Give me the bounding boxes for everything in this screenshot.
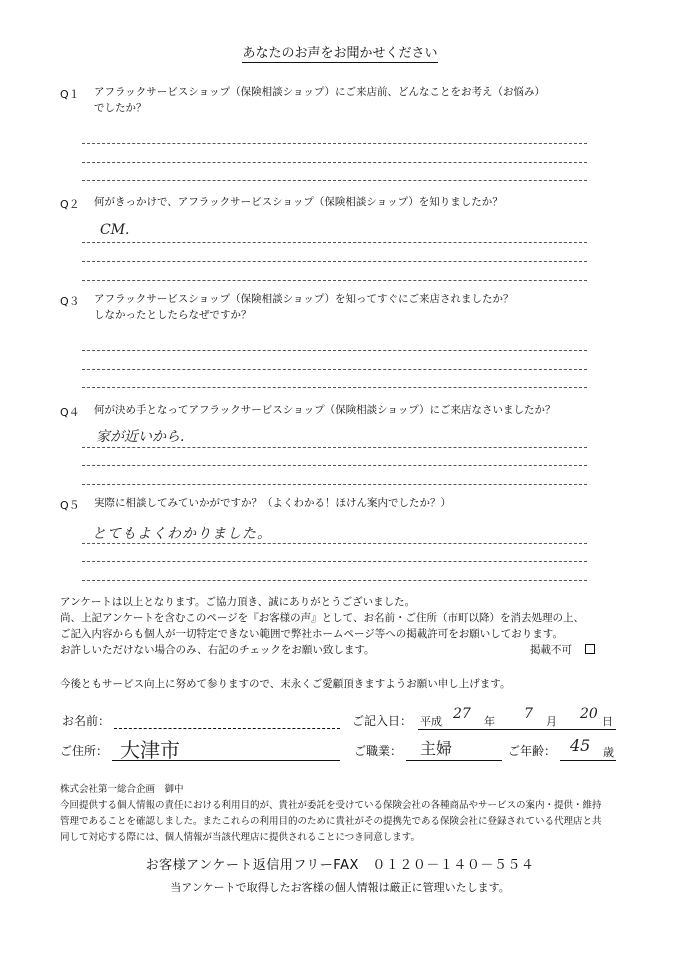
q5-answer-line-1[interactable] — [82, 543, 587, 544]
q4-text: 何が決め手となってアフラックサービスショップ（保険相談ショップ）にご来店なさいましたか？ — [94, 404, 556, 416]
name-field[interactable] — [114, 728, 340, 729]
consent-line-2: 管理であることを確認しました。またこれらの利用目的のために貴社がその提携先である保険会社に登録されている代理店と共 — [60, 816, 602, 827]
q3-line2: しなかったとしたらなぜですか？ — [94, 309, 252, 321]
address-label: ご住所： — [60, 744, 109, 758]
q3-answer-line-3[interactable] — [82, 387, 587, 388]
job-label: ご職業： — [354, 744, 403, 758]
q1-answer-line-2[interactable] — [82, 162, 587, 163]
consent-addressee: 株式会社第一総合企画 御中 — [60, 784, 184, 795]
q2-answer-line-3[interactable] — [82, 280, 587, 281]
date-day[interactable]: 20 — [580, 706, 598, 722]
q1-text — [94, 84, 634, 116]
q4-answer-line-3[interactable] — [82, 484, 587, 485]
date-underline — [418, 729, 616, 730]
q1-line1: アフラックサービスショップ（保険相談ショップ）にご来店前、どんなことをお考え（お悩み） — [94, 86, 545, 98]
q3-line1: アフラックサービスショップ（保険相談ショップ）を知ってすぐにご来店されましたか？ — [94, 293, 514, 305]
q5-text: 実際に相談してみていかがですか？（よくわかる！ほけん案内でしたか？） — [94, 497, 451, 509]
q1-answer-line-1[interactable] — [82, 143, 587, 144]
q3-label: Q３ — [60, 295, 80, 308]
q5-answer-line-2[interactable] — [82, 561, 587, 562]
q2-answer[interactable]: CM. — [100, 222, 130, 238]
notice-line-1: アンケートは以上となります。ご協力頂き、誠にありがとうございました。 — [60, 596, 416, 608]
day-label: 日 — [602, 715, 613, 728]
notice-line-2: 尚、上記アンケートを含むこのページを『お客様の声』として、お名前・ご住所（市町以降）を消去処理の上、 — [60, 612, 584, 624]
job-field[interactable] — [406, 760, 502, 761]
date-era: 平成 — [420, 715, 442, 728]
year-label: 年 — [484, 715, 495, 728]
q2-answer-line-1[interactable] — [82, 242, 587, 243]
q4-answer-line-2[interactable] — [82, 465, 587, 466]
q2-label: Q２ — [60, 198, 80, 211]
month-label: 月 — [546, 715, 557, 728]
q1-label: Q１ — [60, 88, 80, 101]
name-label: お名前： — [62, 714, 111, 728]
q2-answer-line-2[interactable] — [82, 261, 587, 262]
q5-label: Q５ — [60, 499, 80, 512]
date-label: ご記入日： — [352, 714, 413, 728]
q3-answer-line-1[interactable] — [82, 350, 587, 351]
consent-line-3: 同して対応する際には、個人情報が当該代理店に提供されることにつき同意します。 — [60, 832, 421, 843]
publish-refusal-option[interactable] — [530, 642, 595, 657]
address-field[interactable] — [112, 760, 340, 761]
age-value[interactable]: 45 — [570, 736, 591, 755]
q2-text: 何がきっかけで、アフラックサービスショップ（保険相談ショップ）を知りましたか？ — [94, 196, 503, 208]
fax-number: お客様アンケート返信用フリーFAX ０１２０－１４０－５５４ — [145, 858, 535, 873]
q1-line2: でしたか？ — [94, 102, 147, 114]
page-title: あなたのお声をお聞かせください — [242, 46, 438, 61]
publish-refusal-label: 掲載不可 — [530, 644, 572, 656]
date-month[interactable]: 7 — [524, 706, 533, 722]
privacy-statement: 当アンケートで取得したお客様の個人情報は厳正に管理いたします。 — [170, 881, 510, 894]
q5-answer[interactable]: とてもよくわかりました。 — [92, 526, 272, 542]
closing-message: 今後ともサービス向上に努めて参りますので、末永くご愛顧頂きますようお願い申し上げます。 — [60, 678, 511, 690]
age-label: ご年齢： — [508, 744, 557, 758]
q4-answer-line-1[interactable] — [82, 447, 587, 448]
job-value[interactable]: 主婦 — [420, 739, 453, 758]
q4-answer[interactable]: 家が近いから. — [96, 429, 185, 445]
notice-line-4: お許しいただけない場合のみ、右記のチェックをお願い致します。 — [60, 644, 375, 656]
date-year[interactable]: 27 — [453, 706, 471, 722]
age-field[interactable] — [560, 760, 616, 761]
q5-answer-line-3[interactable] — [82, 580, 587, 581]
q3-answer-line-2[interactable] — [82, 369, 587, 370]
consent-section — [60, 782, 620, 846]
q4-label: Q４ — [60, 406, 80, 419]
notice-line-3: ご記入内容からも個人が一切特定できない範囲で弊社ホームページ等への掲載許可をお願いしております。 — [60, 628, 563, 640]
address-value[interactable]: 大津市 — [120, 738, 180, 762]
publish-refusal-checkbox[interactable] — [585, 644, 595, 654]
age-unit: 歳 — [603, 746, 614, 759]
q1-answer-line-3[interactable] — [82, 180, 587, 181]
q3-text — [94, 291, 634, 323]
consent-line-1: 今回提供する個人情報の責任における利用目的が、貴社が委託を受けている保険会社の各種商品やサービスの案内・提供・維持 — [60, 800, 602, 811]
